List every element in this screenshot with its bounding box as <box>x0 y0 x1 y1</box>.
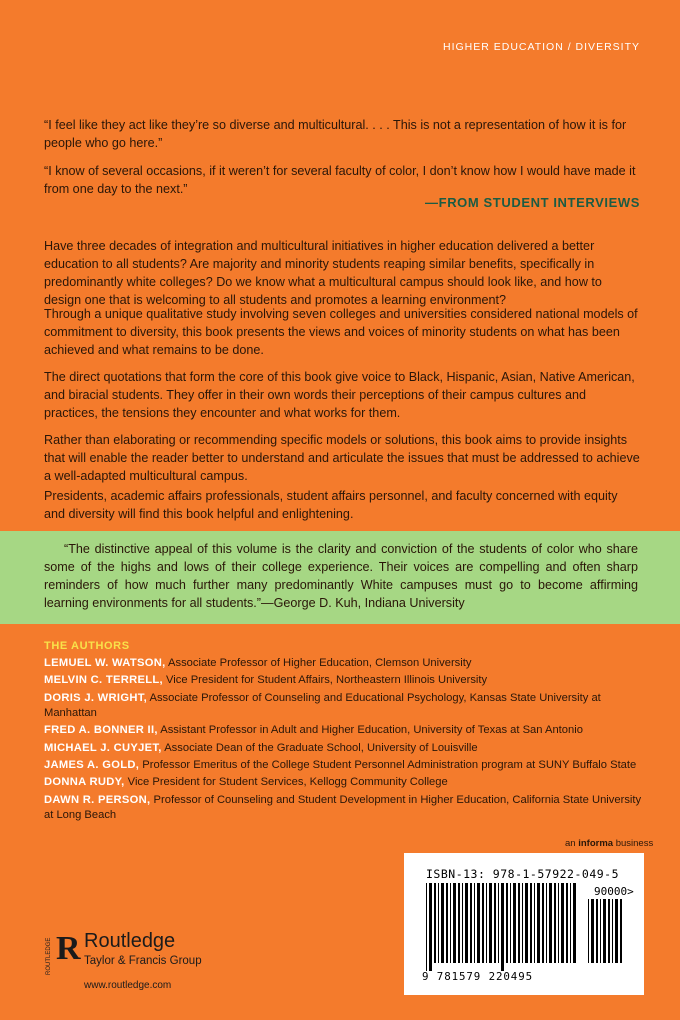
barcode-bar <box>506 883 508 963</box>
barcode-bar <box>513 883 516 963</box>
barcode-bar <box>426 883 427 971</box>
barcode-bar <box>530 883 532 963</box>
description-paragraph-5: Presidents, academic affairs professionals, student affairs personnel, and faculty concerned with equity and diversity will find this book helpful and enlightening. <box>44 489 618 521</box>
author-entry <box>44 691 644 721</box>
barcode-bar <box>525 883 528 963</box>
author-entry <box>44 673 644 688</box>
logo-letter: R <box>56 930 81 967</box>
barcode-bar <box>620 899 622 963</box>
barcode-bar <box>494 883 496 963</box>
barcode-bar <box>482 883 484 963</box>
barcode-bar <box>462 883 463 963</box>
addon-barcode-icon <box>588 899 626 971</box>
barcode-bar <box>498 883 499 963</box>
barcode-bar <box>549 883 552 963</box>
barcode-bar <box>434 883 436 963</box>
price-code: 90000> <box>594 885 634 898</box>
description-paragraph-1: Have three decades of integration and multicultural initiatives in higher education delivered a better education to all students? Are majority and minority students reaping similar benefits, specifically in predominantly white colleges? Do we know what a multicultural campus should look like, and how to design one that is welcoming to all students and promotes a learning environment? <box>44 239 602 307</box>
author-role: Vice President for Student Services, Kellogg Community College <box>124 776 448 789</box>
barcode-box <box>404 853 644 995</box>
author-name: JAMES A. GOLD, <box>44 758 140 771</box>
barcode-bar <box>522 883 523 963</box>
barcode-bar <box>615 899 618 963</box>
publisher-url[interactable]: www.routledge.com <box>84 980 172 991</box>
barcode-bar <box>458 883 460 963</box>
isbn-text: ISBN-13: 978-1-57922-049-5 <box>426 867 620 881</box>
barcode-number: 9 781579 220495 <box>422 970 534 983</box>
barcode-bar <box>518 883 520 963</box>
description-paragraph-2: Through a unique qualitative study involving seven colleges and universities considered national models of commitment to diversity, this book presents the views and voices of minority students on what has been achieved and what remains to be done. <box>44 307 638 357</box>
author-entry <box>44 758 644 773</box>
barcode-bar <box>546 883 547 963</box>
barcode-bar <box>477 883 480 963</box>
barcode-bar <box>429 883 432 971</box>
publisher-name: Routledge <box>84 930 176 952</box>
author-role: Associate Professor of Higher Education, Clemson University <box>165 657 472 669</box>
barcode-bar <box>510 883 511 963</box>
author-entry <box>44 723 644 738</box>
author-entry <box>44 793 644 823</box>
barcode-bar <box>438 883 439 963</box>
barcode-bar <box>470 883 472 963</box>
barcode-bar <box>596 899 598 963</box>
barcode-bar <box>608 899 610 963</box>
endorsement-quote: “The distinctive appeal of this volume is the clarity and conviction of the students of color who share some of the highs and lows of their college experience. Their voices are compelling and often sharp reminders of how much further many predominantly White campuses must go to become affirming learning environments for all students.”—George D. Kuh, Indiana University <box>44 542 638 610</box>
barcode-bar <box>612 899 613 963</box>
author-entry <box>44 741 644 756</box>
barcode-bar <box>600 899 601 963</box>
barcode-bar <box>554 883 556 963</box>
routledge-logo-icon <box>44 927 81 977</box>
barcode-bar <box>465 883 468 963</box>
barcode-bar <box>486 883 487 963</box>
barcode-bar <box>534 883 535 963</box>
author-name: LEMUEL W. WATSON, <box>44 657 166 669</box>
barcode-bar <box>561 883 564 963</box>
barcode-bar <box>570 883 571 963</box>
informa-suffix: business <box>613 838 654 849</box>
barcode-bar <box>474 883 475 963</box>
author-name: DONNA RUDY, <box>44 776 125 789</box>
barcode-bar <box>588 899 589 963</box>
author-name: MELVIN C. TERRELL, <box>44 674 163 687</box>
barcode-bar <box>542 883 544 963</box>
author-name: DORIS J. WRIGHT, <box>44 691 148 704</box>
barcode-bar <box>558 883 559 963</box>
author-role: Professor of Counseling and Student Development in Higher Education, California State University at Long Beach <box>44 793 642 821</box>
description-paragraph-4: Rather than elaborating or recommending specific models or solutions, this book aims to provide insights that will enable the reader better to understand and articulate the issues that must be addressed to achieve a well-adapted multicultural campus. <box>44 433 640 483</box>
author-name: DAWN R. PERSON, <box>44 793 151 806</box>
author-entry <box>44 656 644 671</box>
author-entry <box>44 775 644 790</box>
barcode-bar <box>446 883 448 963</box>
barcode-bar <box>591 899 594 963</box>
logo-vertical-text: ROUTLEDGE <box>46 937 52 975</box>
author-role: Vice President for Student Affairs, Northeastern Illinois University <box>162 674 488 687</box>
barcode-bar <box>441 883 444 963</box>
publisher-group: Taylor & Francis Group <box>84 955 202 967</box>
barcode-bar <box>566 883 568 963</box>
barcode-bar <box>573 883 576 963</box>
author-role: Professor Emeritus of the College Student Personnel Administration program at SUNY Buffalo State <box>139 758 637 771</box>
category-label: HIGHER EDUCATION / DIVERSITY <box>443 41 640 53</box>
author-role: Associate Professor of Counseling and Educational Psychology, Kansas State University at Manhattan <box>44 691 601 719</box>
informa-brand: informa <box>578 838 614 849</box>
barcode-bar <box>453 883 456 963</box>
student-quote-2: “I know of several occasions, if it weren’t for several faculty of color, I don’t know how I would have made it from one day to the next.” <box>44 164 636 196</box>
quote-attribution: —FROM STUDENT INTERVIEWS <box>425 195 640 210</box>
author-name: MICHAEL J. CUYJET, <box>44 741 162 754</box>
authors-heading: THE AUTHORS <box>44 640 130 652</box>
informa-tagline <box>565 838 653 849</box>
authors-list <box>44 656 644 825</box>
barcode-icon <box>426 883 580 971</box>
barcode-bar <box>489 883 492 963</box>
author-role: Assistant Professor in Adult and Higher Education, University of Texas at San Antonio <box>157 724 583 737</box>
author-role: Associate Dean of the Graduate School, University of Louisville <box>161 741 478 754</box>
barcode-bar <box>603 899 606 963</box>
informa-prefix: an <box>565 838 579 849</box>
student-quote-1: “I feel like they act like they’re so diverse and multicultural. . . . This is not a representation of how it is for people who go here.” <box>44 118 627 150</box>
description-paragraph-3: The direct quotations that form the core of this book give voice to Black, Hispanic, Asian, Native American, and biracial students. They offer in their own words their perceptions of their campus cultures and practices, the tensions they encounter and what works for them. <box>44 370 635 420</box>
author-name: FRED A. BONNER II, <box>44 724 158 737</box>
barcode-bar <box>450 883 451 963</box>
barcode-bar <box>501 883 504 971</box>
barcode-bar <box>537 883 540 963</box>
